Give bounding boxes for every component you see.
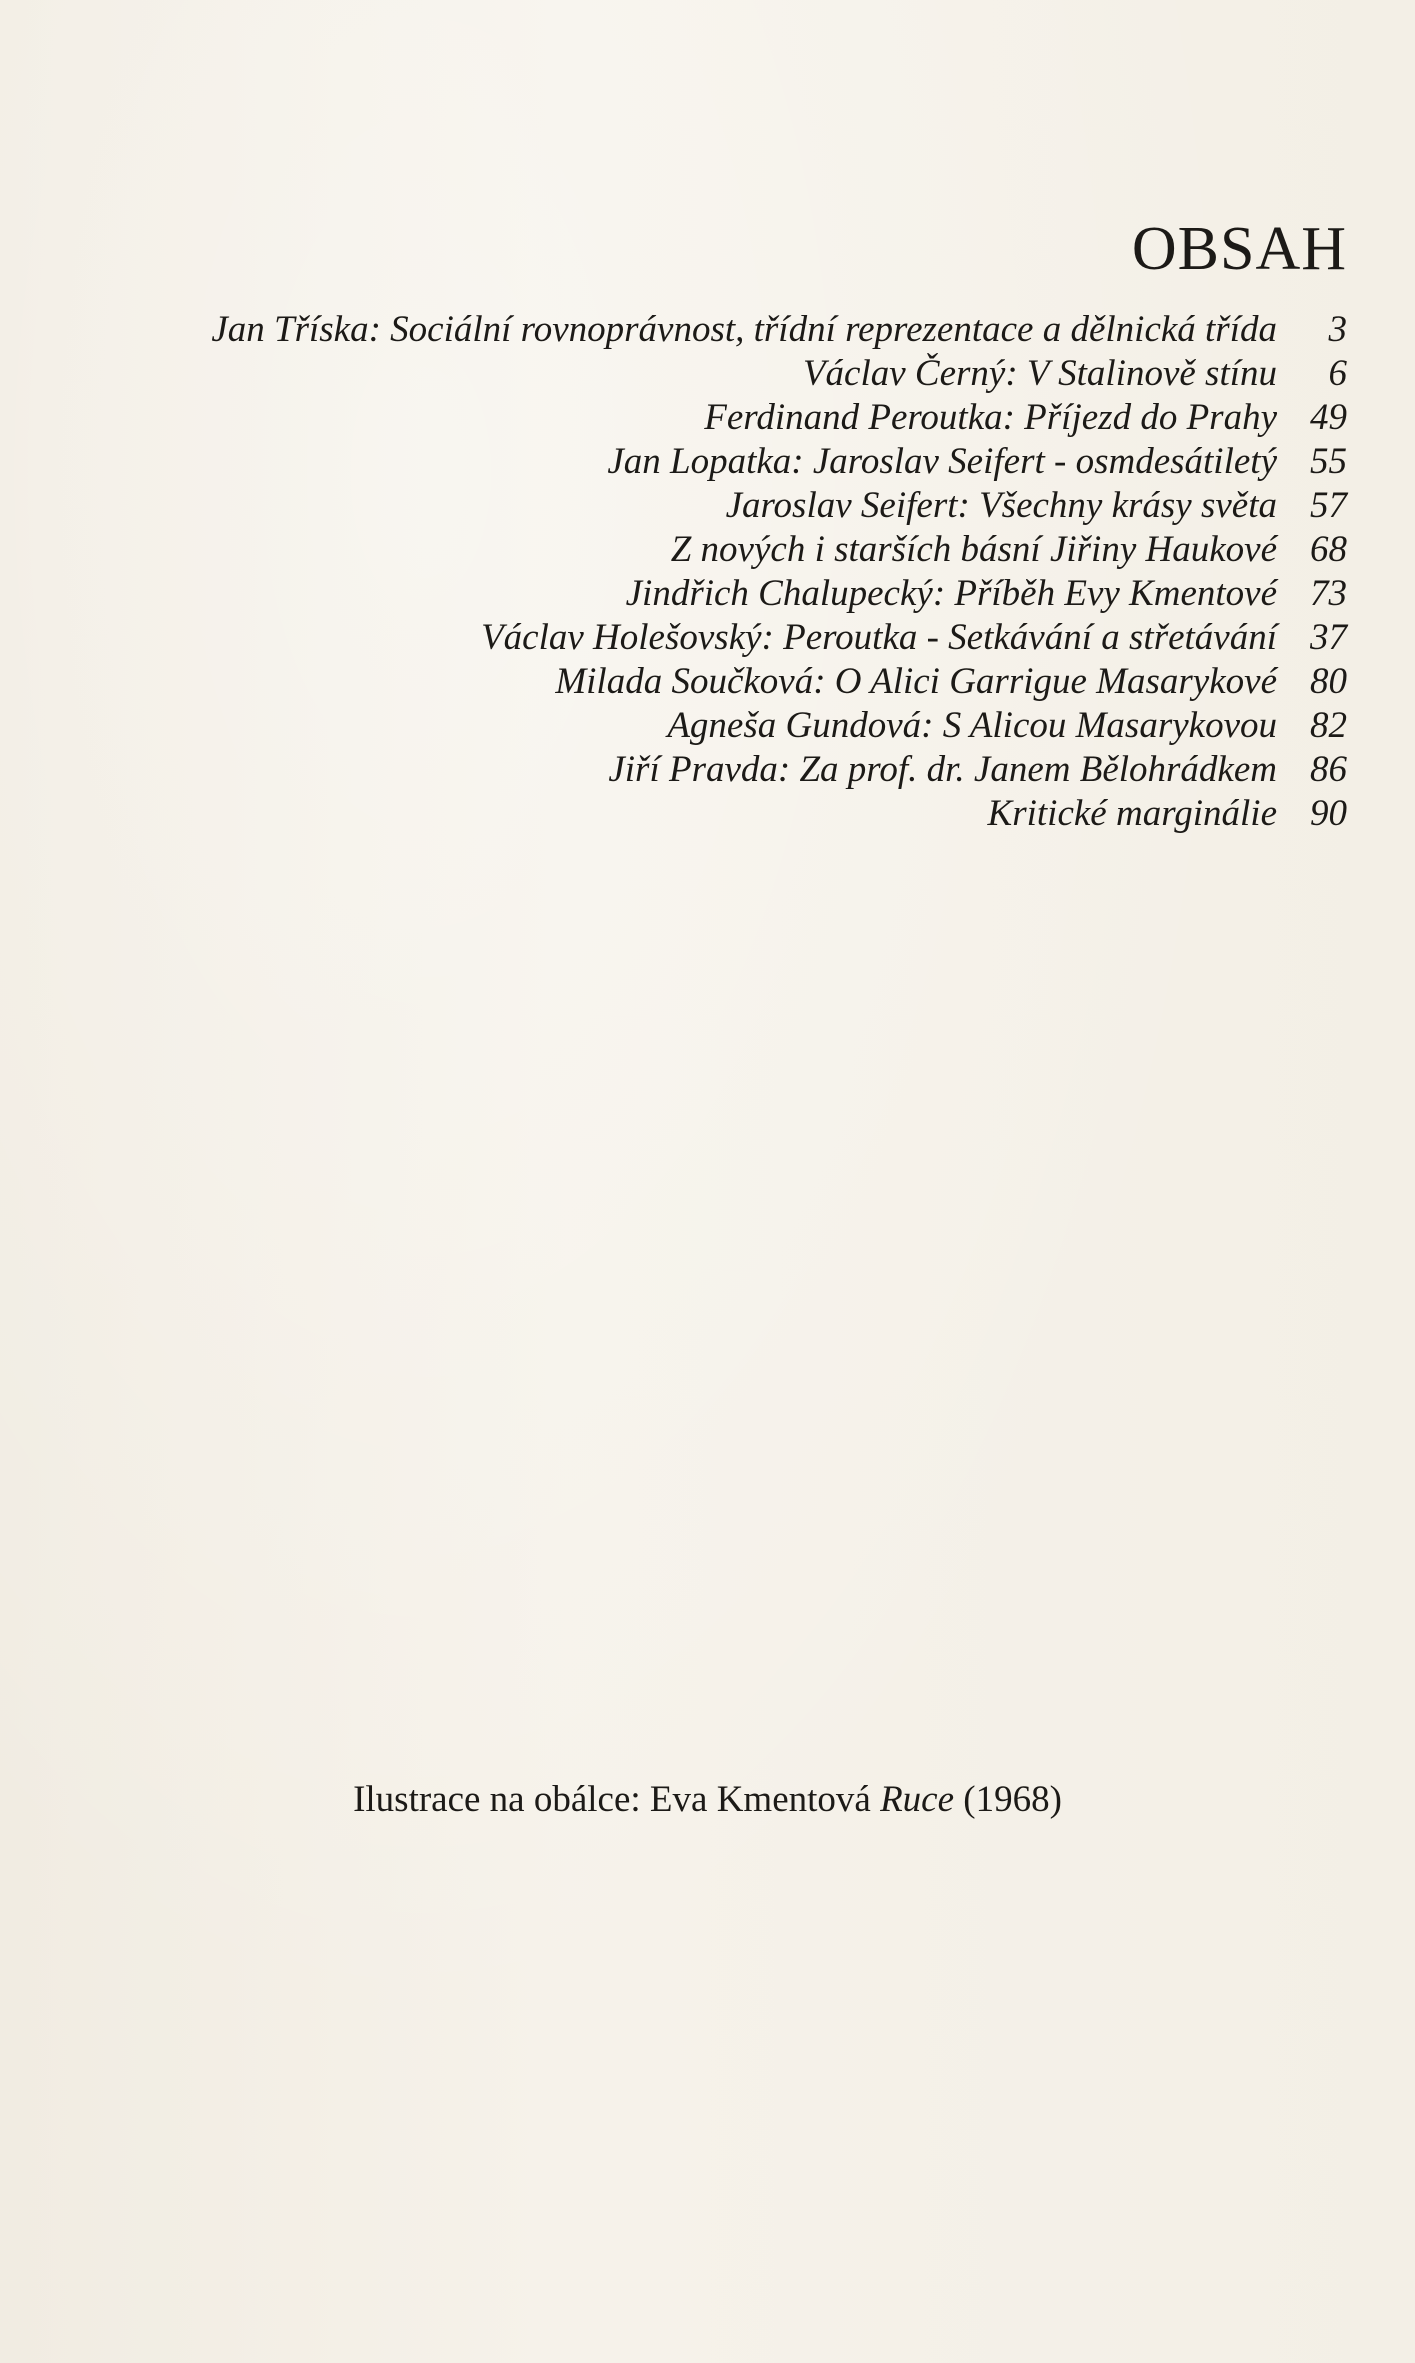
toc-entry <box>60 484 1347 528</box>
credit-prefix: Ilustrace na obálce: Eva Kmentová <box>353 1779 871 1820</box>
toc-entry-title: Jan Tříska: Sociální rovnoprávnost, třídní reprezentace a dělnická třída <box>211 309 1277 350</box>
toc-entry-page: 57 <box>1310 485 1347 526</box>
toc-entry-page: 90 <box>1310 793 1347 834</box>
toc-entry <box>60 704 1347 748</box>
toc-entry <box>60 748 1347 792</box>
toc-entry-title: Václav Černý: V Stalinově stínu <box>802 353 1277 394</box>
toc-entry <box>60 396 1347 440</box>
credit-work-title: Ruce <box>880 1779 955 1820</box>
toc-entry-page: 37 <box>1310 617 1347 658</box>
toc-entry-page: 3 <box>1328 309 1347 350</box>
toc-entry-page: 82 <box>1310 705 1347 746</box>
toc-entry-page: 49 <box>1310 397 1347 438</box>
toc-entry <box>60 572 1347 616</box>
toc-entry <box>60 616 1347 660</box>
toc-entry-title: Jan Lopatka: Jaroslav Seifert - osmdesátiletý <box>607 441 1277 482</box>
toc-entry-page: 55 <box>1310 441 1347 482</box>
toc-entry <box>60 440 1347 484</box>
toc-entry <box>60 308 1347 352</box>
toc-entry-title: Jindřich Chalupecký: Příběh Evy Kmentové <box>625 573 1277 614</box>
toc-entry-page: 80 <box>1310 661 1347 702</box>
toc-entry <box>60 660 1347 704</box>
toc-entry-title: Agneša Gundová: S Alicou Masarykovou <box>667 705 1277 746</box>
credit-year: (1968) <box>963 1779 1062 1820</box>
toc-entry-page: 86 <box>1310 749 1347 790</box>
contents-heading: OBSAH <box>1131 215 1347 283</box>
toc-entry-page: 6 <box>1328 353 1347 394</box>
toc-entry <box>60 528 1347 572</box>
toc-entry-title: Milada Součková: O Alici Garrigue Masarykové <box>555 661 1277 702</box>
toc-entry-title: Václav Holešovský: Peroutka - Setkávání a střetávání <box>481 617 1277 658</box>
toc-entry-title: Z nových i starších básní Jiřiny Haukové <box>670 529 1277 570</box>
toc-entry <box>60 352 1347 396</box>
toc-entry-title: Jiří Pravda: Za prof. dr. Janem Bělohrádkem <box>608 749 1277 790</box>
toc-entry <box>60 792 1347 836</box>
toc-entry-page: 73 <box>1310 573 1347 614</box>
toc-entry-title: Jaroslav Seifert: Všechny krásy světa <box>725 485 1277 526</box>
toc-entry-title: Kritické marginálie <box>987 793 1277 834</box>
table-of-contents <box>60 308 1347 836</box>
toc-entry-title: Ferdinand Peroutka: Příjezd do Prahy <box>704 397 1277 438</box>
toc-entry-page: 68 <box>1310 529 1347 570</box>
cover-illustration-credit <box>0 1778 1415 1822</box>
